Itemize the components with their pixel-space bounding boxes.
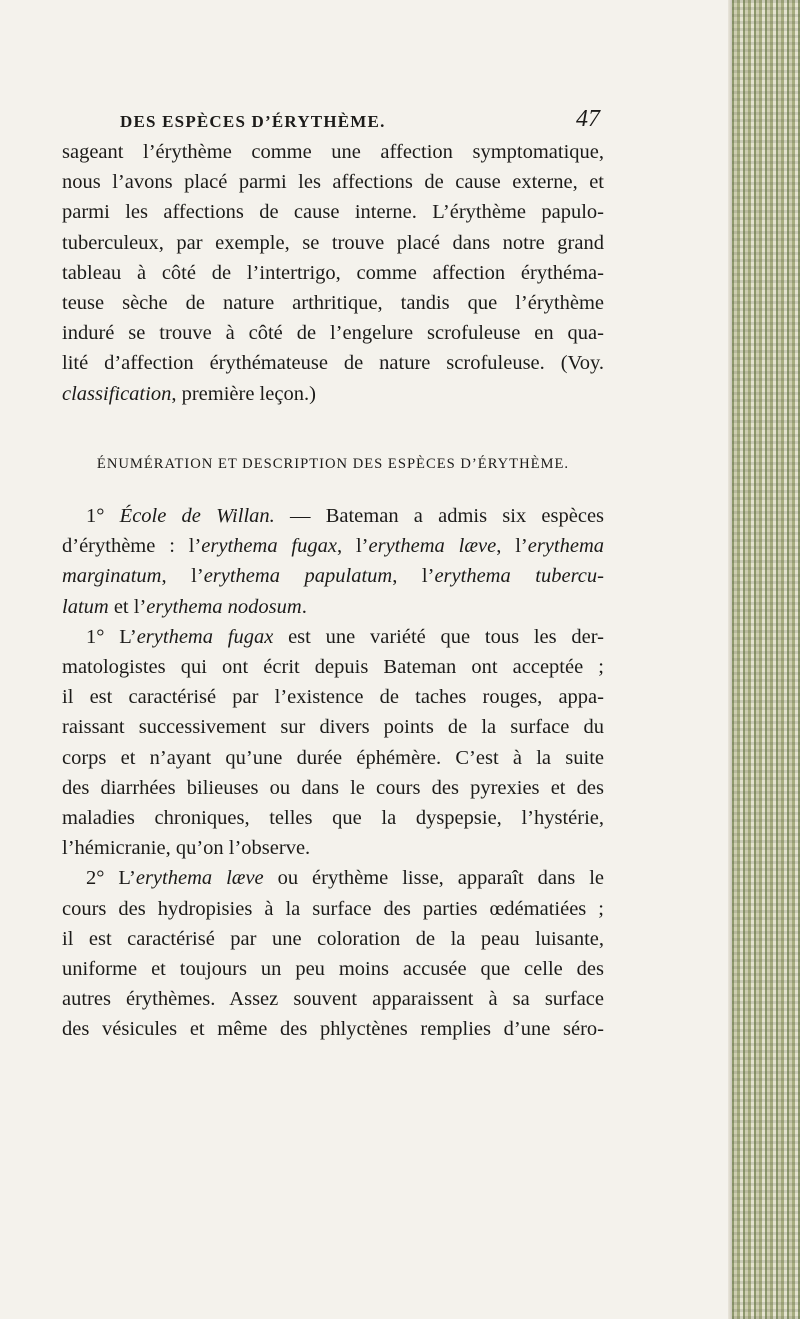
- text-line: des diarrhées bilieuses ou dans le cours des pyrexies et des: [62, 776, 604, 799]
- text-fragment: ou érythème lisse, apparaît dans le: [263, 867, 604, 890]
- paragraph-3: [62, 622, 604, 864]
- italic-term: erythema læve: [135, 867, 264, 890]
- text-line: tableau à côté de l’intertrigo, comme affection érythéma-: [62, 261, 604, 284]
- paragraph-2: [62, 501, 604, 622]
- text-line: raissant successivement sur divers points de la surface du: [62, 716, 604, 739]
- text-fragment: — Bateman a admis six espèces: [274, 505, 605, 528]
- paragraph-1: [62, 137, 604, 409]
- paragraph-4: [62, 863, 604, 1044]
- italic-term: erythema tubercu-: [434, 565, 604, 588]
- text-line: [62, 379, 604, 409]
- text-line: matologistes qui ont écrit depuis Bateman ont acceptée ;: [62, 656, 604, 679]
- text-line: nous l’avons placé parmi les affections de cause externe, et: [62, 171, 604, 194]
- text-line: l’hémicranie, qu’on l’observe.: [62, 837, 311, 860]
- text-line: sageant l’érythème comme une affection symptomatique,: [62, 141, 604, 163]
- text-line: uniforme et toujours un peu moins accusée que celle des: [62, 958, 604, 981]
- list-number: 2° L’: [86, 867, 136, 890]
- page-number: 47: [576, 106, 600, 132]
- text-line: corps et n’ayant qu’une durée éphémère. C’est à la suite: [62, 746, 604, 769]
- text-line: [62, 622, 604, 652]
- section-title: ÉNUMÉRATION ET DESCRIPTION DES ESPÈCES D’ÉRYTHÈME.: [96, 455, 570, 472]
- text-fragment: , l’: [336, 535, 369, 558]
- list-number: 1° L’: [86, 625, 137, 648]
- body-text: [62, 137, 604, 1045]
- text-line: cours des hydropisies à la surface des parties œdématiées ;: [62, 897, 604, 920]
- list-number: 1°: [86, 505, 105, 528]
- running-title: DES ESPÈCES D’ÉRYTHÈME.: [120, 112, 386, 131]
- italic-term: École de Willan.: [119, 505, 275, 528]
- italic-term: erythema papulatum: [203, 565, 393, 588]
- text-fragment: est une variété que tous les der-: [273, 625, 604, 648]
- book-binding: [732, 0, 800, 1319]
- text-line: maladies chroniques, telles que la dyspepsie, l’hystérie,: [62, 807, 604, 830]
- text-line: parmi les affections de cause interne. L’érythème papulo-: [62, 201, 604, 224]
- text-line: [62, 561, 604, 591]
- text-line: autres érythèmes. Assez souvent apparaissent à sa surface: [62, 988, 604, 1011]
- text-line: [62, 863, 604, 893]
- italic-term: marginatum: [62, 565, 162, 588]
- text-line: [62, 531, 604, 561]
- text-fragment: d’érythème : l’: [62, 535, 202, 558]
- text-line: il est caractérisé par une coloration de la peau luisante,: [62, 927, 604, 950]
- italic-term: latum: [62, 595, 109, 618]
- text-line: des vésicules et même des phlyctènes remplies d’une séro-: [62, 1018, 604, 1041]
- italic-term: erythema fugax: [136, 625, 274, 648]
- text-line: teuse sèche de nature arthritique, tandis que l’érythème: [62, 292, 604, 315]
- text-fragment: , l’: [496, 535, 528, 558]
- italic-term: classification: [62, 382, 172, 405]
- text-fragment: , l’: [392, 565, 435, 588]
- italic-term: erythema fugax: [201, 535, 337, 558]
- text-line: [62, 501, 604, 531]
- italic-term: erythema nodosum: [146, 595, 302, 618]
- text-line: [62, 592, 604, 622]
- text-fragment: , l’: [161, 565, 204, 588]
- text-line: tuberculeux, par exemple, se trouve placé dans notre grand: [62, 231, 604, 254]
- text-line: lité d’affection érythémateuse de nature scrofuleuse. (Voy.: [62, 352, 604, 375]
- italic-term: erythema læve: [368, 535, 497, 558]
- text-line: induré se trouve à côté de l’engelure scrofuleuse en qua-: [62, 322, 604, 345]
- text-line: il est caractérisé par l’existence de taches rouges, appa-: [62, 686, 604, 709]
- text-fragment: .: [301, 595, 307, 618]
- text-fragment: et l’: [108, 595, 147, 618]
- italic-term: erythema: [527, 535, 604, 558]
- text-fragment: , première leçon.): [171, 382, 316, 405]
